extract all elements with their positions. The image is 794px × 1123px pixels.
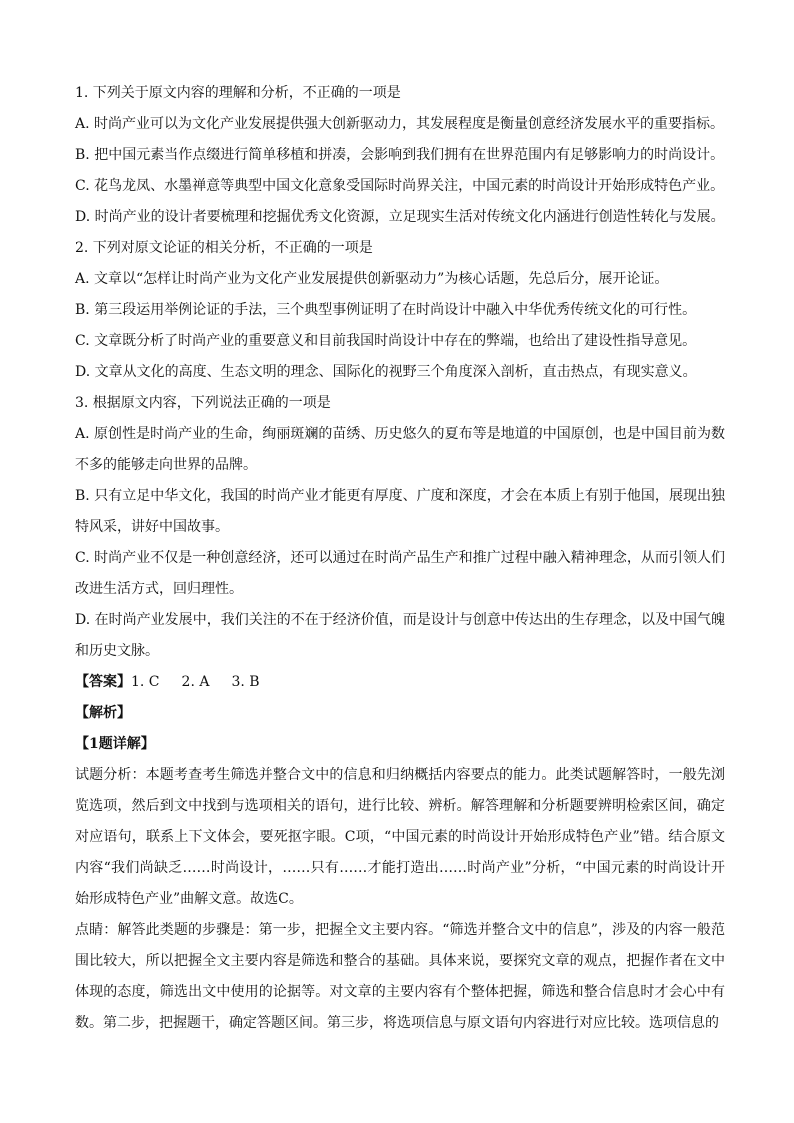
question-2-option-a: A. 文章以“怎样让时尚产业为文化产业发展提供创新驱动力”为核心话题，先总后分，展开论证。 bbox=[75, 271, 669, 287]
analysis-label: 【解析】 bbox=[75, 705, 131, 721]
question-3-option-c: C. 时尚产业不仅是一种创意经济，还可以通过在时尚产品生产和推广过程中融入精神理念，从而引领人们改进生活方式，回归理性。 bbox=[75, 550, 725, 597]
question-2-stem: 2. 下列对原文论证的相关分析，不正确的一项是 bbox=[75, 240, 373, 256]
document-page bbox=[75, 78, 725, 1039]
question-2-option-b: B. 第三段运用举例论证的手法，三个典型事例证明了在时尚设计中融入中华优秀传统文化的可行性。 bbox=[75, 302, 697, 318]
analysis-sub-label: 【1题详解】 bbox=[75, 736, 155, 752]
analysis-paragraph-1: 试题分析：本题考查考生筛选并整合文中的信息和归纳概括内容要点的能力。此类试题解答时，一般先浏览选项，然后到文中找到与选项相关的语句，进行比较、辨析。解答理解和分析题要辨明检索区间，确定对应语句，联系上下文体会，要死抠字眼。C项，“中国元素的时尚设计开始形成特色产业”错。结合原文内容“我们尚缺乏……时尚设计，……只有……才能打造出……时尚产业”分析，“中国元素的时尚设计开始形成特色产业”曲解文意。故选C。 bbox=[75, 767, 725, 907]
question-2-option-c: C. 文章既分析了时尚产业的重要意义和目前我国时尚设计中存在的弊端，也给出了建设性指导意见。 bbox=[75, 333, 697, 349]
question-1-option-b: B. 把中国元素当作点缀进行简单移植和拼凑，会影响到我们拥有在世界范围内有足够影响力的时尚设计。 bbox=[75, 147, 725, 163]
question-3-stem: 3. 根据原文内容，下列说法正确的一项是 bbox=[75, 395, 331, 411]
answer-3: 3. B bbox=[231, 674, 260, 690]
answer-label: 【答案】 bbox=[75, 674, 131, 690]
question-3-option-d: D. 在时尚产业发展中，我们关注的不在于经济价值，而是设计与创意中传达出的生存理念，以及中国气魄和历史文脉。 bbox=[75, 612, 725, 659]
answer-1: 1. C bbox=[131, 674, 160, 690]
question-1-option-c: C. 花鸟龙凤、水墨禅意等典型中国文化意象受国际时尚界关注，中国元素的时尚设计开始形成特色产业。 bbox=[75, 178, 725, 194]
question-1-option-a: A. 时尚产业可以为文化产业发展提供强大创新驱动力，其发展程度是衡量创意经济发展水平的重要指标。 bbox=[75, 116, 725, 132]
analysis-paragraph-2: 点睛：解答此类题的步骤是：第一步，把握全文主要内容。“筛选并整合文中的信息”，涉及的内容一般范围比较大，所以把握全文主要内容是筛选和整合的基础。具体来说，要探究文章的观点，把握作者在文中体现的态度，筛选出文中使用的论据等。对文章的主要内容有个整体把握，筛选和整合信息时才会心中有数。第二步，把握题干，确定答题区间。第三步，将选项信息与原文语句内容进行对应比较。选项信息的 bbox=[75, 922, 725, 1031]
answer-line bbox=[75, 667, 725, 698]
answer-2: 2. A bbox=[181, 674, 210, 690]
question-3-option-b: B. 只有立足中华文化，我国的时尚产业才能更有厚度、广度和深度，才会在本质上有别于他国，展现出独特风采，讲好中国故事。 bbox=[75, 488, 725, 535]
question-1-option-d: D. 时尚产业的设计者要梳理和挖掘优秀文化资源，立足现实生活对传统文化内涵进行创造性转化与发展。 bbox=[75, 209, 725, 225]
question-2-option-d: D. 文章从文化的高度、生态文明的理念、国际化的视野三个角度深入剖析，直击热点，有现实意义。 bbox=[75, 364, 697, 380]
question-3-option-a: A. 原创性是时尚产业的生命，绚丽斑斓的苗绣、历史悠久的夏布等是地道的中国原创，也是中国目前为数不多的能够走向世界的品牌。 bbox=[75, 426, 725, 473]
question-1-stem: 1. 下列关于原文内容的理解和分析，不正确的一项是 bbox=[75, 85, 401, 101]
